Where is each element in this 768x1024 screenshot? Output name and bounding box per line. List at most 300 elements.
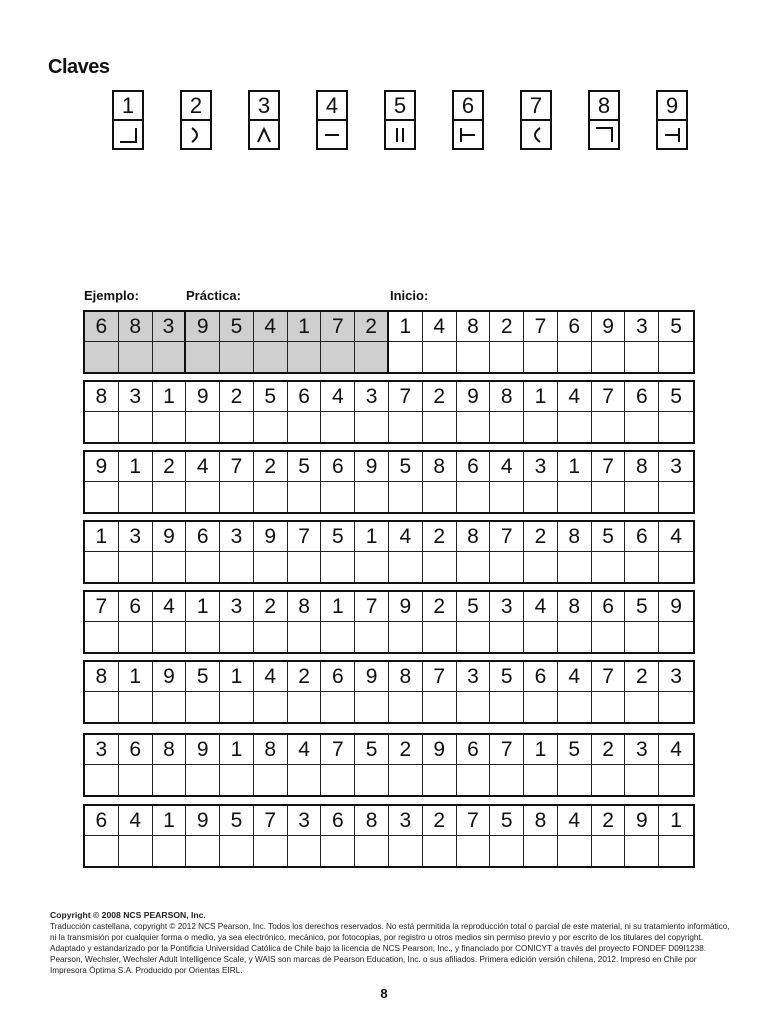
digit-cell: 7 [321, 312, 355, 342]
answer-cell[interactable] [153, 342, 187, 372]
digit-cell: 4 [490, 452, 524, 482]
digit-cell: 6 [186, 522, 220, 552]
answer-cell[interactable] [625, 622, 659, 652]
answer-cell[interactable] [119, 482, 153, 512]
digit-cell: 5 [558, 735, 592, 765]
answer-cell[interactable] [220, 342, 254, 372]
digit-cell: 7 [355, 592, 389, 622]
digit-cell: 2 [423, 592, 457, 622]
digit-cell: 5 [220, 806, 254, 836]
answer-cell[interactable] [321, 622, 355, 652]
answer-cell[interactable] [355, 412, 389, 442]
answer-cell[interactable] [389, 552, 423, 582]
digit-cell: 6 [85, 312, 119, 342]
answer-cell[interactable] [524, 692, 558, 722]
digit-cell: 8 [457, 312, 491, 342]
digit-cell: 2 [254, 592, 288, 622]
grid-row [83, 733, 695, 797]
digit-cell: 1 [355, 522, 389, 552]
answer-cell[interactable] [186, 482, 220, 512]
key-number: 9 [658, 92, 686, 121]
digit-cell: 7 [592, 382, 626, 412]
digit-cell: 3 [625, 312, 659, 342]
digit-cell: 1 [524, 735, 558, 765]
digit-cell: 7 [490, 735, 524, 765]
answer-cell[interactable] [288, 622, 322, 652]
digit-cell: 8 [85, 662, 119, 692]
answer-cell[interactable] [423, 482, 457, 512]
digit-cell: 2 [592, 735, 626, 765]
digit-cell: 3 [659, 452, 693, 482]
key-number: 5 [386, 92, 414, 121]
answer-cell[interactable] [659, 552, 693, 582]
digit-cell: 3 [659, 662, 693, 692]
label-inicio: Inicio: [390, 288, 429, 303]
key-box [452, 90, 484, 150]
answer-cell[interactable] [423, 412, 457, 442]
answer-cell[interactable] [558, 836, 592, 866]
answer-cell[interactable] [288, 342, 322, 372]
answer-cell[interactable] [457, 622, 491, 652]
grid-row [83, 520, 695, 584]
answer-cell[interactable] [153, 412, 187, 442]
key-box [520, 90, 552, 150]
key-box [180, 90, 212, 150]
answer-cell[interactable] [490, 412, 524, 442]
answer-cell[interactable] [558, 412, 592, 442]
answer-cell[interactable] [558, 482, 592, 512]
answer-cell[interactable] [457, 412, 491, 442]
digit-cell: 9 [186, 806, 220, 836]
digit-cell: 1 [186, 592, 220, 622]
answer-cell[interactable] [85, 622, 119, 652]
answer-cell[interactable] [625, 482, 659, 512]
answer-cell[interactable] [288, 412, 322, 442]
digit-cell: 6 [119, 592, 153, 622]
answer-cell[interactable] [186, 412, 220, 442]
digit-cell: 4 [524, 592, 558, 622]
digit-cell: 6 [288, 382, 322, 412]
digit-cell: 7 [389, 382, 423, 412]
digit-cell: 6 [321, 662, 355, 692]
digit-cell: 1 [288, 312, 322, 342]
answer-cell[interactable] [558, 692, 592, 722]
digit-cell: 8 [254, 735, 288, 765]
digit-cell: 4 [254, 312, 288, 342]
digit-cell: 8 [423, 452, 457, 482]
answer-cell[interactable] [592, 692, 626, 722]
answer-cell[interactable] [186, 836, 220, 866]
answer-cell[interactable] [558, 552, 592, 582]
answer-cell[interactable] [490, 836, 524, 866]
answer-cell[interactable] [254, 412, 288, 442]
answer-cell[interactable] [423, 692, 457, 722]
answer-cell[interactable] [220, 412, 254, 442]
answer-cell[interactable] [659, 836, 693, 866]
digit-cell: 2 [423, 382, 457, 412]
answer-cell[interactable] [153, 552, 187, 582]
corner-bottom-right-icon [114, 121, 142, 148]
answer-cell[interactable] [119, 342, 153, 372]
digit-cell: 7 [254, 806, 288, 836]
digit-cell: 5 [490, 662, 524, 692]
digit-cell: 9 [592, 312, 626, 342]
digit-cell: 6 [321, 452, 355, 482]
digit-cell: 6 [592, 592, 626, 622]
digit-cell: 7 [592, 452, 626, 482]
answer-cell[interactable] [457, 482, 491, 512]
answer-cell[interactable] [457, 692, 491, 722]
answer-cell[interactable] [119, 836, 153, 866]
key-box [248, 90, 280, 150]
answer-cell[interactable] [186, 622, 220, 652]
answer-cell[interactable] [355, 765, 389, 795]
answer-cell[interactable] [254, 622, 288, 652]
answer-cell[interactable] [592, 482, 626, 512]
digit-cell: 1 [389, 312, 423, 342]
answer-cell[interactable] [220, 552, 254, 582]
answer-cell[interactable] [490, 622, 524, 652]
digit-cell: 6 [85, 806, 119, 836]
answer-cell[interactable] [423, 765, 457, 795]
copyright-head: Copyright © 2008 NCS PEARSON, Inc. [50, 910, 206, 920]
digit-cell: 5 [625, 592, 659, 622]
digit-cell: 3 [153, 312, 187, 342]
answer-cell[interactable] [659, 342, 693, 372]
key-number: 1 [114, 92, 142, 121]
answer-cell[interactable] [85, 412, 119, 442]
answer-cell[interactable] [220, 836, 254, 866]
answer-cell[interactable] [85, 692, 119, 722]
digit-cell: 9 [457, 382, 491, 412]
digit-cell: 9 [355, 452, 389, 482]
digit-cell: 1 [153, 382, 187, 412]
digit-cell: 7 [220, 452, 254, 482]
answer-cell[interactable] [524, 412, 558, 442]
digit-cell: 2 [220, 382, 254, 412]
digit-cell: 4 [186, 452, 220, 482]
digit-cell: 3 [457, 662, 491, 692]
digit-cell: 1 [153, 806, 187, 836]
digit-cell: 5 [659, 312, 693, 342]
answer-cell[interactable] [389, 692, 423, 722]
digit-cell: 1 [85, 522, 119, 552]
answer-cell[interactable] [85, 482, 119, 512]
answer-cell[interactable] [524, 765, 558, 795]
digit-cell: 6 [625, 382, 659, 412]
answer-cell[interactable] [288, 765, 322, 795]
answer-cell[interactable] [524, 552, 558, 582]
answer-cell[interactable] [625, 692, 659, 722]
inverted-v-icon [250, 121, 278, 148]
answer-cell[interactable] [490, 342, 524, 372]
double-vertical-icon [386, 121, 414, 148]
digit-cell: 3 [288, 806, 322, 836]
grid-row [83, 660, 695, 724]
digit-cell: 6 [321, 806, 355, 836]
answer-cell[interactable] [457, 765, 491, 795]
grid-row [83, 310, 695, 374]
digit-cell: 9 [85, 452, 119, 482]
key-box [384, 90, 416, 150]
digit-cell: 6 [558, 312, 592, 342]
answer-cell[interactable] [389, 622, 423, 652]
answer-cell[interactable] [119, 692, 153, 722]
digit-cell: 6 [119, 735, 153, 765]
answer-cell[interactable] [321, 342, 355, 372]
key-number: 6 [454, 92, 482, 121]
digit-cell: 9 [355, 662, 389, 692]
answer-cell[interactable] [85, 342, 119, 372]
digit-cell: 5 [254, 382, 288, 412]
digit-cell: 8 [524, 806, 558, 836]
answer-cell[interactable] [389, 482, 423, 512]
copyright-body: Traducción castellana, copyright © 2012 NCS Pearson, Inc. Todos los derechos reservados. No está permitida la reproducción total o parcial de este material, ni su tratamiento informático, ni la transmisión por cualquier forma o medio, ya sea electrónico, mecánico, por fotocopias, por registro u otros medios sin permiso previo y por escrito de los titulares del copyright. Adaptado y estandarizado por la Pontificia Universidad Católica de Chile bajo la licencia de NCS Pearson, Inc., y financiado por CONICYT a través del proyecto FONDEF D09I1238. Pearson, Wechsler, Wechsler Adult Intelligence Scale, y WAIS son marcas de Pearson Education, Inc. o sus afiliados. Primera edición versión chilena, 2012. Impreso en Chile por Impresora Óptima S.A. Producido por Orientas EIRL. [50, 922, 730, 975]
answer-cell[interactable] [625, 552, 659, 582]
answer-cell[interactable] [490, 765, 524, 795]
answer-cell[interactable] [423, 342, 457, 372]
digit-cell: 8 [288, 592, 322, 622]
digit-cell: 9 [186, 735, 220, 765]
answer-cell[interactable] [490, 552, 524, 582]
answer-cell[interactable] [558, 622, 592, 652]
answer-cell[interactable] [659, 622, 693, 652]
answer-cell[interactable] [153, 765, 187, 795]
answer-cell[interactable] [321, 692, 355, 722]
answer-cell[interactable] [355, 622, 389, 652]
digit-cell: 8 [389, 662, 423, 692]
digit-cell: 4 [659, 735, 693, 765]
digit-cell: 1 [119, 452, 153, 482]
digit-cell: 3 [119, 382, 153, 412]
answer-cell[interactable] [423, 836, 457, 866]
digit-cell: 7 [457, 806, 491, 836]
digit-cell: 9 [423, 735, 457, 765]
answer-cell[interactable] [288, 552, 322, 582]
answer-cell[interactable] [186, 692, 220, 722]
answer-cell[interactable] [490, 482, 524, 512]
answer-cell[interactable] [659, 692, 693, 722]
digit-cell: 1 [558, 452, 592, 482]
digit-cell: 7 [524, 312, 558, 342]
digit-cell: 4 [288, 735, 322, 765]
answer-cell[interactable] [355, 482, 389, 512]
key-number: 4 [318, 92, 346, 121]
answer-cell[interactable] [659, 412, 693, 442]
digit-cell: 2 [389, 735, 423, 765]
answer-cell[interactable] [355, 692, 389, 722]
answer-cell[interactable] [254, 342, 288, 372]
digit-cell: 8 [457, 522, 491, 552]
digit-cell: 8 [558, 592, 592, 622]
answer-cell[interactable] [220, 765, 254, 795]
answer-cell[interactable] [119, 622, 153, 652]
digit-cell: 4 [659, 522, 693, 552]
digit-cell: 5 [389, 452, 423, 482]
answer-cell[interactable] [321, 836, 355, 866]
answer-cell[interactable] [558, 765, 592, 795]
digit-cell: 9 [186, 382, 220, 412]
digit-cell: 7 [288, 522, 322, 552]
page-heading: Claves [48, 56, 110, 78]
digit-cell: 1 [659, 806, 693, 836]
answer-cell[interactable] [85, 836, 119, 866]
key-number: 8 [590, 92, 618, 121]
digit-cell: 9 [186, 312, 220, 342]
label-practica: Práctica: [186, 288, 241, 303]
digit-cell: 9 [625, 806, 659, 836]
answer-cell[interactable] [457, 836, 491, 866]
digit-cell: 8 [355, 806, 389, 836]
answer-cell[interactable] [288, 482, 322, 512]
answer-cell[interactable] [186, 342, 220, 372]
digit-cell: 2 [524, 522, 558, 552]
digit-cell: 1 [524, 382, 558, 412]
answer-cell[interactable] [355, 342, 389, 372]
grid-row [83, 804, 695, 868]
digit-cell: 2 [423, 522, 457, 552]
digit-cell: 9 [153, 662, 187, 692]
copyright-notice [50, 910, 730, 976]
digit-cell: 7 [85, 592, 119, 622]
t-right-icon [658, 121, 686, 148]
answer-cell[interactable] [423, 622, 457, 652]
answer-cell[interactable] [220, 622, 254, 652]
grid-row [83, 380, 695, 444]
key-box [588, 90, 620, 150]
digit-cell: 7 [592, 662, 626, 692]
answer-cell[interactable] [625, 836, 659, 866]
digit-cell: 5 [659, 382, 693, 412]
answer-cell[interactable] [321, 412, 355, 442]
grid-row [83, 450, 695, 514]
digit-cell: 4 [389, 522, 423, 552]
answer-cell[interactable] [490, 692, 524, 722]
digit-cell: 8 [558, 522, 592, 552]
answer-cell[interactable] [85, 765, 119, 795]
answer-cell[interactable] [389, 765, 423, 795]
answer-cell[interactable] [119, 552, 153, 582]
answer-cell[interactable] [524, 622, 558, 652]
answer-cell[interactable] [254, 482, 288, 512]
digit-cell: 5 [321, 522, 355, 552]
answer-cell[interactable] [186, 765, 220, 795]
answer-cell[interactable] [558, 342, 592, 372]
digit-cell: 4 [558, 382, 592, 412]
answer-cell[interactable] [220, 692, 254, 722]
digit-cell: 2 [423, 806, 457, 836]
answer-cell[interactable] [457, 342, 491, 372]
digit-cell: 7 [321, 735, 355, 765]
label-ejemplo: Ejemplo: [84, 288, 139, 303]
answer-cell[interactable] [423, 552, 457, 582]
answer-cell[interactable] [625, 412, 659, 442]
answer-cell[interactable] [119, 412, 153, 442]
digit-cell: 8 [625, 452, 659, 482]
digit-cell: 1 [220, 662, 254, 692]
answer-cell[interactable] [85, 552, 119, 582]
digit-cell: 8 [490, 382, 524, 412]
digit-cell: 1 [119, 662, 153, 692]
answer-cell[interactable] [153, 836, 187, 866]
digit-cell: 3 [490, 592, 524, 622]
digit-cell: 9 [153, 522, 187, 552]
digit-cell: 3 [119, 522, 153, 552]
answer-cell[interactable] [220, 482, 254, 512]
key-number: 3 [250, 92, 278, 121]
answer-cell[interactable] [254, 692, 288, 722]
answer-cell[interactable] [153, 692, 187, 722]
digit-cell: 4 [119, 806, 153, 836]
answer-cell[interactable] [592, 765, 626, 795]
answer-cell[interactable] [592, 342, 626, 372]
answer-cell[interactable] [389, 412, 423, 442]
answer-cell[interactable] [355, 836, 389, 866]
key-box [656, 90, 688, 150]
answer-cell[interactable] [321, 482, 355, 512]
answer-cell[interactable] [321, 765, 355, 795]
answer-cell[interactable] [592, 836, 626, 866]
answer-cell[interactable] [625, 342, 659, 372]
answer-cell[interactable] [288, 692, 322, 722]
digit-cell: 5 [355, 735, 389, 765]
digit-cell: 4 [254, 662, 288, 692]
digit-cell: 5 [457, 592, 491, 622]
answer-cell[interactable] [659, 482, 693, 512]
digit-cell: 3 [524, 452, 558, 482]
answer-cell[interactable] [119, 765, 153, 795]
answer-cell[interactable] [524, 836, 558, 866]
answer-cell[interactable] [592, 412, 626, 442]
digit-cell: 6 [457, 452, 491, 482]
answer-cell[interactable] [186, 552, 220, 582]
digit-cell: 3 [625, 735, 659, 765]
digit-cell: 5 [220, 312, 254, 342]
horizontal-dash-icon [318, 121, 346, 148]
answer-cell[interactable] [524, 342, 558, 372]
digit-cell: 3 [85, 735, 119, 765]
digit-cell: 4 [321, 382, 355, 412]
grid-row [83, 590, 695, 654]
answer-cell[interactable] [321, 552, 355, 582]
answer-cell[interactable] [254, 552, 288, 582]
answer-cell[interactable] [592, 622, 626, 652]
digit-cell: 5 [186, 662, 220, 692]
answer-cell[interactable] [355, 552, 389, 582]
digit-cell: 7 [423, 662, 457, 692]
right-bracket-curve-icon [182, 121, 210, 148]
answer-cell[interactable] [254, 836, 288, 866]
answer-cell[interactable] [659, 765, 693, 795]
digit-cell: 6 [625, 522, 659, 552]
digit-cell: 4 [558, 806, 592, 836]
answer-cell[interactable] [153, 482, 187, 512]
answer-cell[interactable] [524, 482, 558, 512]
answer-cell[interactable] [389, 836, 423, 866]
digit-cell: 1 [220, 735, 254, 765]
answer-cell[interactable] [254, 765, 288, 795]
digit-cell: 6 [457, 735, 491, 765]
answer-cell[interactable] [592, 552, 626, 582]
answer-cell[interactable] [457, 552, 491, 582]
answer-cell[interactable] [288, 836, 322, 866]
digit-cell: 2 [254, 452, 288, 482]
digit-cell: 4 [153, 592, 187, 622]
answer-cell[interactable] [153, 622, 187, 652]
answer-cell[interactable] [625, 765, 659, 795]
digit-cell: 3 [220, 522, 254, 552]
answer-cell[interactable] [389, 342, 423, 372]
